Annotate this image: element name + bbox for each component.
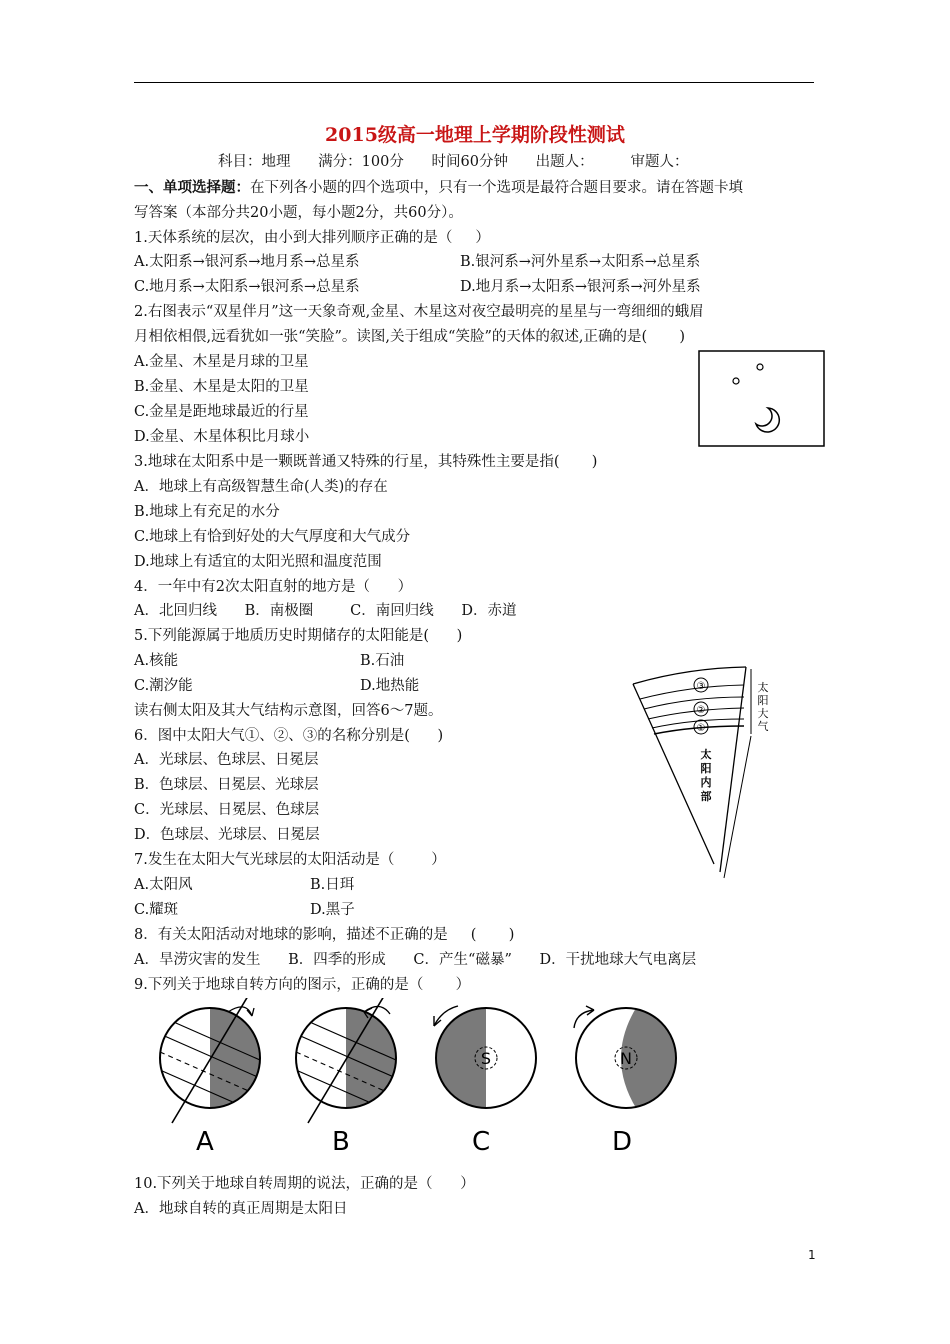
q6-option-c: C．光球层、日冕层、色球层: [134, 802, 320, 818]
inner-char-1: 太: [700, 748, 712, 761]
q2-option-c: C.金星是距地球最近的行星: [134, 404, 309, 420]
info-subject: 科目：地理: [218, 154, 291, 170]
page-title: 2015级高一地理上学期阶段性测试: [325, 124, 625, 146]
layer2-label: ②: [696, 705, 706, 716]
q2-stem-2: 月相依相偎,远看犹如一张“笑脸”。读图,关于组成“笑脸”的天体的叙述,正确的是( ): [134, 329, 686, 345]
q3-option-b: B.地球上有充足的水分: [134, 504, 280, 520]
section-heading: 一、单项选择题：: [134, 179, 250, 196]
figure-c-label: C: [472, 1127, 491, 1157]
figure-d-pole-label: N: [620, 1049, 632, 1068]
q7-option-a: A.太阳风: [134, 877, 193, 893]
q4-options: A．北回归线 B．南极圈 C．南回归线 D．赤道: [134, 603, 517, 619]
layer3-label: ③: [696, 681, 706, 692]
q7-option-c: C.耀斑: [134, 902, 179, 918]
header-rule: [134, 82, 814, 83]
q1-option-c: C.地月系→太阳系→银河系→总星系: [134, 279, 360, 295]
q6-option-d: D．色球层、光球层、日冕层: [134, 827, 320, 843]
section-instructions-2: 写答案（本部分共20小题，每小题2分，共60分）。: [134, 205, 463, 221]
figure-c-earth: [434, 1006, 536, 1108]
figure-c-day-side: [486, 1008, 536, 1108]
exam-info: [218, 150, 688, 171]
q2-option-a: A.金星、木星是月球的卫星: [134, 354, 309, 370]
q2-option-d: D.金星、木星体积比月球小: [134, 429, 310, 445]
q2-option-b: B.金星、木星是太阳的卫星: [134, 379, 309, 395]
q5-option-c: C.潮汐能: [134, 678, 193, 694]
info-author: 出题人：: [535, 154, 594, 170]
atmo-char-4: 气: [757, 720, 769, 733]
q8-stem: 8．有关太阳活动对地球的影响，描述不正确的是 ( ): [134, 927, 515, 943]
figure-a-label: A: [196, 1127, 214, 1157]
figure-d-label: D: [612, 1127, 633, 1157]
q1-option-a: A.太阳系→银河系→地月系→总星系: [134, 254, 360, 270]
q1-option-d: D.地月系→太阳系→银河系→河外星系: [460, 279, 701, 295]
figure-b-earth: [296, 998, 396, 1123]
q6-option-b: B．色球层、日冕层、光球层: [134, 777, 319, 793]
layer1-label: ①: [696, 723, 706, 734]
inner-char-2: 阳: [700, 762, 712, 775]
read-instruction-6-7: 读右侧太阳及其大气结构示意图，回答6～7题。: [134, 703, 443, 719]
sun-structure-diagram: [628, 664, 778, 886]
corona-outer-arc: [633, 667, 746, 684]
atmo-char-1: 太: [757, 681, 769, 694]
q5-option-d: D.地热能: [360, 678, 420, 694]
figure-d-earth: [574, 1006, 686, 1108]
q9-stem: 9.下列关于地球自转方向的图示，正确的是（ ）: [134, 977, 471, 993]
q5-stem: 5.下列能源属于地质历史时期储存的太阳能是( ): [134, 628, 463, 644]
q7-stem: 7.发生在太阳大气光球层的太阳活动是（ ）: [134, 852, 446, 868]
figure-c-pole-label: S: [480, 1049, 492, 1068]
q3-option-c: C.地球上有恰到好处的大气厚度和大气成分: [134, 529, 411, 545]
figure-b-label: B: [332, 1127, 350, 1157]
info-time: 时间60分钟: [431, 154, 508, 170]
q10-stem: 10.下列关于地球自转周期的说法，正确的是（ ）: [134, 1176, 475, 1192]
q1-option-b: B.银河系→河外星系→太阳系→总星系: [460, 254, 701, 270]
q5-option-a: A.核能: [134, 653, 179, 669]
figure-frame: [699, 351, 824, 446]
q2-stem-1: 2.右图表示“双星伴月”这一天象奇观,金星、木星这对夜空最明亮的星星与一弯细细的蛾眉: [134, 304, 704, 320]
info-score: 满分：100分: [318, 154, 404, 170]
page-number: 1: [808, 1248, 816, 1262]
q6-stem: 6．图中太阳大气①、②、③的名称分别是( ): [134, 728, 444, 744]
q5-option-b: B.石油: [360, 653, 405, 669]
q10-option-a: A．地球自转的真正周期是太阳日: [134, 1201, 348, 1217]
q7-option-b: B.日珥: [310, 877, 355, 893]
atmo-char-3: 大: [757, 707, 769, 720]
earth-rotation-figures: [150, 998, 710, 1158]
section-heading-line: [134, 178, 743, 198]
q3-option-a: A．地球上有高级智慧生命(人类)的存在: [134, 479, 388, 495]
q6-option-a: A．光球层、色球层、日冕层: [134, 752, 319, 768]
figure-a-earth: [160, 998, 260, 1123]
q3-option-d: D.地球上有适宜的太阳光照和温度范围: [134, 554, 382, 570]
smiley-sky-figure: [698, 350, 825, 447]
q7-option-d: D.黑子: [310, 902, 355, 918]
info-reviewer: 审题人：: [630, 154, 689, 170]
q4-stem: 4．一年中有2次太阳直射的地方是（ ）: [134, 579, 413, 595]
q8-options: A．旱涝灾害的发生 B．四季的形成 C．产生“磁暴” D．干扰地球大气电离层: [134, 952, 697, 968]
q1-stem: 1.天体系统的层次，由小到大排列顺序正确的是（ ）: [134, 230, 490, 246]
inner-char-4: 部: [700, 790, 712, 803]
inner-char-3: 内: [700, 776, 712, 789]
q3-stem: 3.地球在太阳系中是一颗既普通又特殊的行星，其特殊性主要是指( ): [134, 454, 598, 470]
figure-a-night-side: [210, 1008, 260, 1108]
atmo-char-2: 阳: [757, 694, 769, 707]
figure-b-night-side: [346, 1008, 396, 1108]
section-instructions: 在下列各小题的四个选项中，只有一个选项是最符合题目要求。请在答题卡填: [250, 180, 743, 196]
